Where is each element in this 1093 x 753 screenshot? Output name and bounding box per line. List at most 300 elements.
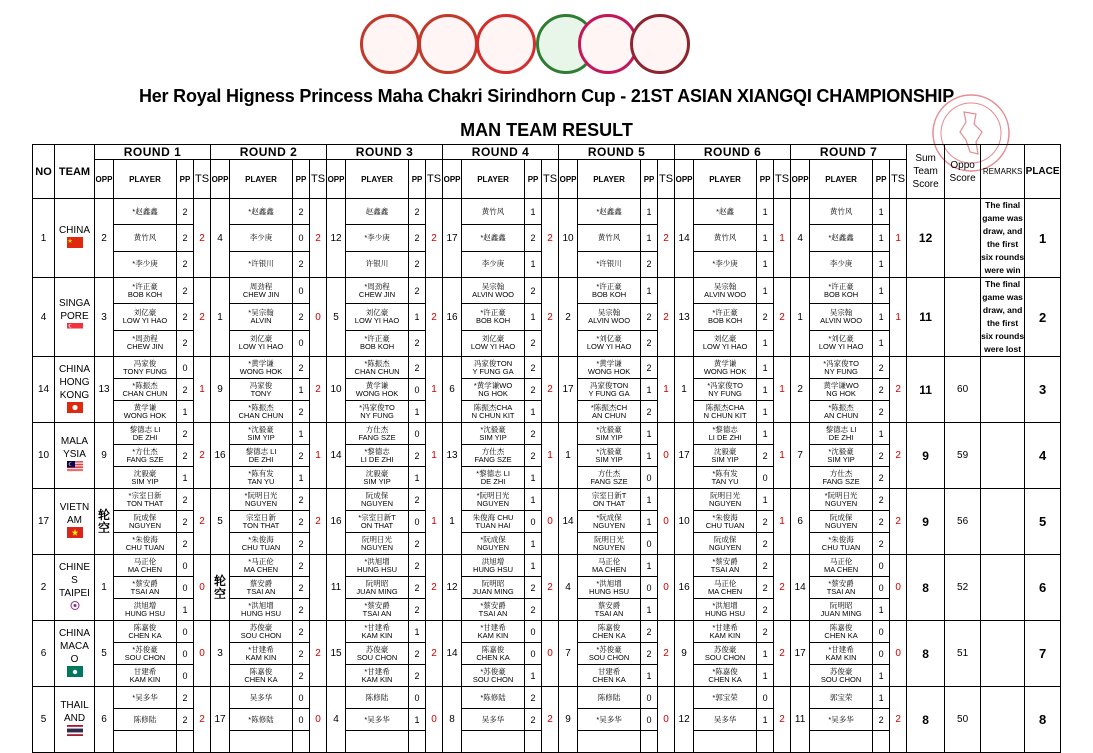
player-name: 苏俊豪 SOU CHON xyxy=(346,643,409,665)
player-points xyxy=(873,731,890,753)
player-name: 阮明日光 NGUYEN xyxy=(578,533,641,555)
oppo-score: 56 xyxy=(945,489,981,555)
team-score: 0 xyxy=(658,687,675,753)
opponent-no: 4 xyxy=(327,687,346,753)
player-name: *许银川 xyxy=(578,251,641,277)
opponent-no: 12 xyxy=(675,687,694,753)
player-name xyxy=(578,731,641,753)
player-name: *陈振杰CH AN CHUN xyxy=(578,401,641,423)
round-header-7: ROUND 7 xyxy=(791,145,907,160)
col-pp: PP xyxy=(177,160,194,199)
player-name: *甘建希 KAM KIN xyxy=(346,665,409,687)
player-points: 1 xyxy=(873,599,890,621)
oppo-score: 52 xyxy=(945,555,981,621)
player-name: 洪旭增 HUNG HSU xyxy=(114,599,177,621)
table-row xyxy=(33,489,1061,511)
player-name: 阮成保 NGUYEN xyxy=(346,489,409,511)
player-name: 阮成保 NGUYEN xyxy=(694,533,757,555)
remarks-cell xyxy=(981,555,1025,621)
team-score xyxy=(310,555,327,621)
player-points: 2 xyxy=(641,251,658,277)
col-opp: OPP xyxy=(443,160,462,199)
player-points: 2 xyxy=(293,489,310,511)
opponent-no: 14 xyxy=(791,555,810,621)
opponent-no: 17 xyxy=(559,357,578,423)
place-cell: 8 xyxy=(1025,687,1061,753)
player-name: *赵鑫鑫 xyxy=(578,199,641,225)
player-name: 黄学谦WO NG HOK xyxy=(810,379,873,401)
player-name: *朱俊海 CHU TUAN xyxy=(694,511,757,533)
player-name xyxy=(230,731,293,753)
player-points: 1 xyxy=(641,665,658,687)
player-points: 1 xyxy=(409,304,426,330)
opponent-no: 9 xyxy=(211,357,230,423)
results-table xyxy=(32,144,1061,753)
player-name: 洪旭增 HUNG HSU xyxy=(462,555,525,577)
player-points: 2 xyxy=(525,445,542,467)
team-score: 2 xyxy=(774,555,791,621)
sum-team-score: 8 xyxy=(907,555,945,621)
player-points: 1 xyxy=(757,665,774,687)
team-score: 1 xyxy=(426,357,443,423)
remarks-cell: The final game was draw, and the first six rounds were lost xyxy=(981,278,1025,357)
player-points: 2 xyxy=(409,533,426,555)
player-points: 2 xyxy=(525,357,542,379)
oppo-score xyxy=(945,199,981,278)
player-points: 2 xyxy=(641,357,658,379)
player-points: 1 xyxy=(641,489,658,511)
player-name: *刘亿豪 LOW YI HAO xyxy=(578,330,641,356)
team-score: 2 xyxy=(310,357,327,423)
team-score: 2 xyxy=(890,423,907,489)
place-cell: 4 xyxy=(1025,423,1061,489)
team-score: 1 xyxy=(426,423,443,489)
opponent-no: 14 xyxy=(443,621,462,687)
player-points: 2 xyxy=(525,225,542,251)
opponent-no: 1 xyxy=(559,423,578,489)
player-points: 1 xyxy=(641,555,658,577)
player-name: 黎德志 LI DE ZHI xyxy=(230,445,293,467)
player-points: 2 xyxy=(293,357,310,379)
player-name: 黎德志 LI DE ZHI xyxy=(114,423,177,445)
player-name: *许正豪 BOB KOH xyxy=(346,330,409,356)
col-opp: OPP xyxy=(95,160,114,199)
player-points: 1 xyxy=(525,251,542,277)
player-points: 2 xyxy=(177,251,194,277)
player-points: 1 xyxy=(293,379,310,401)
player-name: *许正豪 BOB KOH xyxy=(114,278,177,304)
player-points: 2 xyxy=(177,445,194,467)
player-name: *赵鑫鑫 xyxy=(114,199,177,225)
player-name: *甘建希 KAM KIN xyxy=(694,621,757,643)
th-flag-icon xyxy=(67,725,83,736)
team-score: 2 xyxy=(310,199,327,278)
team-score: 1 xyxy=(774,357,791,423)
player-name: *沈毅豪 SIM YIP xyxy=(462,423,525,445)
player-name: *方仕杰 FANG SZE xyxy=(114,445,177,467)
team-cell xyxy=(55,621,95,687)
sum-team-score: 11 xyxy=(907,357,945,423)
table-row xyxy=(33,278,1061,304)
player-name: *陈振杰 CHAN CHUN xyxy=(114,379,177,401)
player-name: 方仕杰 FANG SZE xyxy=(810,467,873,489)
player-points: 2 xyxy=(409,225,426,251)
player-points: 2 xyxy=(293,621,310,643)
player-name: *吴宗翰 ALVIN xyxy=(230,304,293,330)
team-score: 1 xyxy=(542,423,559,489)
player-points: 2 xyxy=(409,489,426,511)
player-points: 1 xyxy=(873,687,890,709)
player-name: *宗室日新 TON THAT xyxy=(114,489,177,511)
team-score: 0 xyxy=(890,621,907,687)
player-points: 2 xyxy=(757,304,774,330)
player-name: 黄学谦 WONG HOK xyxy=(346,379,409,401)
player-name: *黄学谦 WONG HOK xyxy=(230,357,293,379)
col-pp: PP xyxy=(757,160,774,199)
place-cell: 3 xyxy=(1025,357,1061,423)
page-subtitle: MAN TEAM RESULT xyxy=(460,120,633,140)
player-name: *陈有发 TAN YU xyxy=(694,467,757,489)
player-name: *陈修陆 xyxy=(462,687,525,709)
player-points: 2 xyxy=(293,251,310,277)
sum-team-score: 9 xyxy=(907,489,945,555)
player-name: *洪旭增 HUNG HSU xyxy=(578,577,641,599)
team-cell xyxy=(55,199,95,278)
federation-logo xyxy=(360,14,420,74)
tw-flag-icon xyxy=(67,600,83,611)
place-cell: 5 xyxy=(1025,489,1061,555)
player-name: 陈嘉俊 CHEN KA xyxy=(810,621,873,643)
sum-team-score: 11 xyxy=(907,278,945,357)
place-cell: 6 xyxy=(1025,555,1061,621)
team-name: CHINE S TAIPEI xyxy=(58,561,91,599)
opponent-no: 1 xyxy=(443,489,462,555)
player-name: 沈毅豪 SIM YIP xyxy=(114,467,177,489)
player-points: 1 xyxy=(525,199,542,225)
col-pp: PP xyxy=(409,160,426,199)
team-score: 2 xyxy=(542,555,559,621)
player-points: 1 xyxy=(641,511,658,533)
player-points: 0 xyxy=(873,577,890,599)
player-name: *许正豪 BOB KOH xyxy=(462,304,525,330)
player-name: *洪旭增 HUNG HSU xyxy=(346,555,409,577)
player-name: *黄学谦 WONG HOK xyxy=(578,357,641,379)
team-score: 1 xyxy=(774,489,791,555)
opponent-no: 2 xyxy=(95,199,114,278)
opponent-no: 13 xyxy=(443,423,462,489)
round-header-6: ROUND 6 xyxy=(675,145,791,160)
team-score: 0 xyxy=(310,278,327,357)
player-name: *阮明日光 NGUYEN xyxy=(462,489,525,511)
player-points: 2 xyxy=(641,643,658,665)
team-no: 1 xyxy=(33,199,55,278)
player-points: 2 xyxy=(525,709,542,731)
player-points: 2 xyxy=(177,709,194,731)
player-name: 吴宗翰 ALVIN WOO xyxy=(694,278,757,304)
team-name: MALA YSIA xyxy=(60,436,89,460)
cn-flag-icon xyxy=(67,237,83,248)
logo-strip xyxy=(0,14,1093,74)
team-no: 14 xyxy=(33,357,55,423)
team-score: 2 xyxy=(890,489,907,555)
player-name: *李少庚 xyxy=(694,251,757,277)
player-points: 0 xyxy=(409,511,426,533)
team-score: 0 xyxy=(194,621,211,687)
place-cell: 2 xyxy=(1025,278,1061,357)
player-points: 1 xyxy=(641,199,658,225)
player-points xyxy=(409,731,426,753)
team-score: 2 xyxy=(542,357,559,423)
opponent-no: 6 xyxy=(95,687,114,753)
col-ts: TS xyxy=(194,160,211,199)
team-score: 2 xyxy=(426,199,443,278)
team-score: 0 xyxy=(890,555,907,621)
player-points: 1 xyxy=(757,225,774,251)
player-points xyxy=(757,731,774,753)
opponent-no: 9 xyxy=(675,621,694,687)
player-points: 2 xyxy=(409,577,426,599)
col-pp: PP xyxy=(293,160,310,199)
player-points: 2 xyxy=(873,379,890,401)
player-points: 1 xyxy=(757,278,774,304)
team-score: 2 xyxy=(426,278,443,357)
opponent-no: 7 xyxy=(791,423,810,489)
player-name: 陈嘉俊 CHEN KA xyxy=(578,621,641,643)
team-no: 17 xyxy=(33,489,55,555)
col-oppo-score: Oppo Score xyxy=(945,145,981,199)
player-name: *刘亿豪 LOW YI HAO xyxy=(810,330,873,356)
player-name: *许银川 xyxy=(230,251,293,277)
player-name: 李少庚 xyxy=(810,251,873,277)
player-name: *赵鑫鑫 xyxy=(810,225,873,251)
player-name: 陈修陆 xyxy=(346,687,409,709)
opponent-no: 14 xyxy=(675,199,694,278)
player-name: *陈振杰 CHAN CHUN xyxy=(346,357,409,379)
player-points: 2 xyxy=(177,304,194,330)
player-points: 2 xyxy=(293,533,310,555)
player-points: 1 xyxy=(293,467,310,489)
player-name: 周劲程 CHEW JIN xyxy=(230,278,293,304)
team-score: 2 xyxy=(310,489,327,555)
player-name: *陈修陆 xyxy=(230,709,293,731)
opponent-no: 16 xyxy=(211,423,230,489)
player-name: *阮明日光 NGUYEN xyxy=(810,489,873,511)
col-player: PLAYER xyxy=(578,160,641,199)
player-points: 0 xyxy=(525,621,542,643)
player-points: 1 xyxy=(641,278,658,304)
vn-flag-icon xyxy=(67,527,83,538)
place-cell: 7 xyxy=(1025,621,1061,687)
player-points: 2 xyxy=(177,199,194,225)
player-points: 1 xyxy=(525,401,542,423)
col-opp: OPP xyxy=(559,160,578,199)
player-name: *冯家俊TO NY FUNG xyxy=(694,379,757,401)
col-ts: TS xyxy=(310,160,327,199)
player-points: 2 xyxy=(873,357,890,379)
player-points: 1 xyxy=(409,621,426,643)
player-points: 0 xyxy=(757,467,774,489)
team-no: 6 xyxy=(33,621,55,687)
col-remarks: REMARKS xyxy=(981,145,1025,199)
player-points: 0 xyxy=(293,709,310,731)
player-points: 2 xyxy=(873,533,890,555)
opponent-no: 轮 空 xyxy=(95,489,114,555)
player-points: 1 xyxy=(757,423,774,445)
col-ts: TS xyxy=(426,160,443,199)
player-name: 冯家俊 TONY FUNG xyxy=(114,357,177,379)
page-title: Her Royal Higness Princess Maha Chakri Sirindhorn Cup - 21ST ASIAN XIANGQI CHAMPIONSHIP xyxy=(138,86,955,106)
player-name: 刘亿豪 LOW YI HAO xyxy=(114,304,177,330)
player-points: 2 xyxy=(873,445,890,467)
player-points: 1 xyxy=(641,423,658,445)
player-name: 黄竹风 xyxy=(114,225,177,251)
team-score: 1 xyxy=(774,199,791,278)
team-cell xyxy=(55,489,95,555)
team-score: 2 xyxy=(890,687,907,753)
team-score: 2 xyxy=(658,278,675,357)
player-points: 2 xyxy=(757,445,774,467)
player-points: 2 xyxy=(177,511,194,533)
team-score: 2 xyxy=(310,621,327,687)
player-points: 1 xyxy=(757,709,774,731)
player-name: 方仕杰 FANG SZE xyxy=(578,467,641,489)
opponent-no: 11 xyxy=(791,687,810,753)
player-points: 0 xyxy=(177,577,194,599)
remarks-cell xyxy=(981,621,1025,687)
player-points: 2 xyxy=(293,401,310,423)
col-ts: TS xyxy=(774,160,791,199)
player-points: 2 xyxy=(177,330,194,356)
sum-team-score: 8 xyxy=(907,687,945,753)
player-points: 2 xyxy=(177,278,194,304)
player-name: *阮明日光 NGUYEN xyxy=(230,489,293,511)
player-name: *阮成保 NGUYEN xyxy=(462,533,525,555)
player-name xyxy=(694,731,757,753)
team-no: 2 xyxy=(33,555,55,621)
player-name: 沈毅豪 SIM YIP xyxy=(694,445,757,467)
table-row xyxy=(33,199,1061,225)
opponent-no: 16 xyxy=(675,555,694,621)
player-points: 1 xyxy=(177,467,194,489)
player-name: *沈毅豪 SIM YIP xyxy=(578,423,641,445)
player-points: 1 xyxy=(873,199,890,225)
player-name: 宗室日新 TON THAT xyxy=(230,511,293,533)
opponent-no: 12 xyxy=(443,555,462,621)
player-name: 陈振杰CHA N CHUN KIT xyxy=(462,401,525,423)
player-name: *周劲程 CHEW JIN xyxy=(346,278,409,304)
player-points: 2 xyxy=(757,511,774,533)
col-no: NO xyxy=(33,145,55,199)
player-name: *吴多华 xyxy=(810,709,873,731)
player-name: *赵鑫鑫 xyxy=(462,225,525,251)
player-name: 刘亿豪 LOW YI HAO xyxy=(462,330,525,356)
player-name: *洪旭增 HUNG HSU xyxy=(694,599,757,621)
player-points: 1 xyxy=(757,330,774,356)
remarks-cell xyxy=(981,423,1025,489)
col-opp: OPP xyxy=(675,160,694,199)
col-pp: PP xyxy=(525,160,542,199)
player-points: 0 xyxy=(641,687,658,709)
player-points: 0 xyxy=(641,467,658,489)
player-name: *沈毅豪 SIM YIP xyxy=(810,445,873,467)
opponent-no: 5 xyxy=(95,621,114,687)
team-score: 2 xyxy=(542,687,559,753)
lotus-logo xyxy=(578,14,638,74)
oppo-score xyxy=(945,278,981,357)
player-name xyxy=(114,731,177,753)
player-name: *甘建希 KAM KIN xyxy=(810,643,873,665)
player-name: *沈毅豪 SIM YIP xyxy=(230,423,293,445)
opponent-no: 17 xyxy=(791,621,810,687)
team-score: 0 xyxy=(426,687,443,753)
player-points: 0 xyxy=(873,555,890,577)
player-points: 1 xyxy=(757,489,774,511)
col-player: PLAYER xyxy=(462,160,525,199)
opponent-no: 14 xyxy=(327,423,346,489)
player-name: *阮成保 NGUYEN xyxy=(578,511,641,533)
player-points: 2 xyxy=(525,278,542,304)
player-points: 0 xyxy=(641,533,658,555)
player-name: *洪旭增 HUNG HSU xyxy=(230,599,293,621)
col-opp: OPP xyxy=(211,160,230,199)
player-points: 1 xyxy=(525,489,542,511)
player-name: *黎德志 LI DE ZHI xyxy=(694,423,757,445)
team-score: 2 xyxy=(194,199,211,278)
round-header-2: ROUND 2 xyxy=(211,145,327,160)
opponent-no: 3 xyxy=(211,621,230,687)
player-points: 1 xyxy=(757,199,774,225)
opponent-no: 11 xyxy=(327,555,346,621)
player-points: 0 xyxy=(409,423,426,445)
player-points xyxy=(293,731,310,753)
team-name: VIETN AM xyxy=(59,502,90,526)
player-name: *许正豪 BOB KOH xyxy=(810,278,873,304)
my-flag-icon xyxy=(67,461,83,472)
table-row xyxy=(33,687,1061,709)
round-header-3: ROUND 3 xyxy=(327,145,443,160)
player-points: 1 xyxy=(641,379,658,401)
player-name: 陈修陆 xyxy=(578,687,641,709)
player-name: *甘建希 KAM KIN xyxy=(346,621,409,643)
opponent-no: 1 xyxy=(791,278,810,357)
player-name: *蔡安爵 TSAI AN xyxy=(810,577,873,599)
player-points: 0 xyxy=(293,330,310,356)
player-name: 马正伦 MA CHEN xyxy=(578,555,641,577)
opponent-no: 1 xyxy=(95,555,114,621)
player-name: 方仕杰 FANG SZE xyxy=(462,445,525,467)
opponent-no: 1 xyxy=(211,278,230,357)
player-name: *苏俊豪 SOU CHON xyxy=(578,643,641,665)
player-name: *黎德志 LI DE ZHI xyxy=(462,467,525,489)
player-name: 马正伦 MA CHEN xyxy=(694,577,757,599)
player-points: 2 xyxy=(757,599,774,621)
player-points: 0 xyxy=(293,225,310,251)
player-points: 1 xyxy=(409,467,426,489)
opponent-no: 3 xyxy=(95,278,114,357)
team-score: 0 xyxy=(542,621,559,687)
thai-emblem-logo xyxy=(630,14,690,74)
oppo-score: 51 xyxy=(945,621,981,687)
player-points: 2 xyxy=(409,357,426,379)
remarks-cell xyxy=(981,357,1025,423)
player-name: *李少庚 xyxy=(114,251,177,277)
player-name: *李少庚 xyxy=(346,225,409,251)
player-points: 1 xyxy=(409,401,426,423)
team-score: 1 xyxy=(658,357,675,423)
player-name: 阮明日光 NGUYEN xyxy=(346,533,409,555)
round-header-1: ROUND 1 xyxy=(95,145,211,160)
team-cell xyxy=(55,423,95,489)
